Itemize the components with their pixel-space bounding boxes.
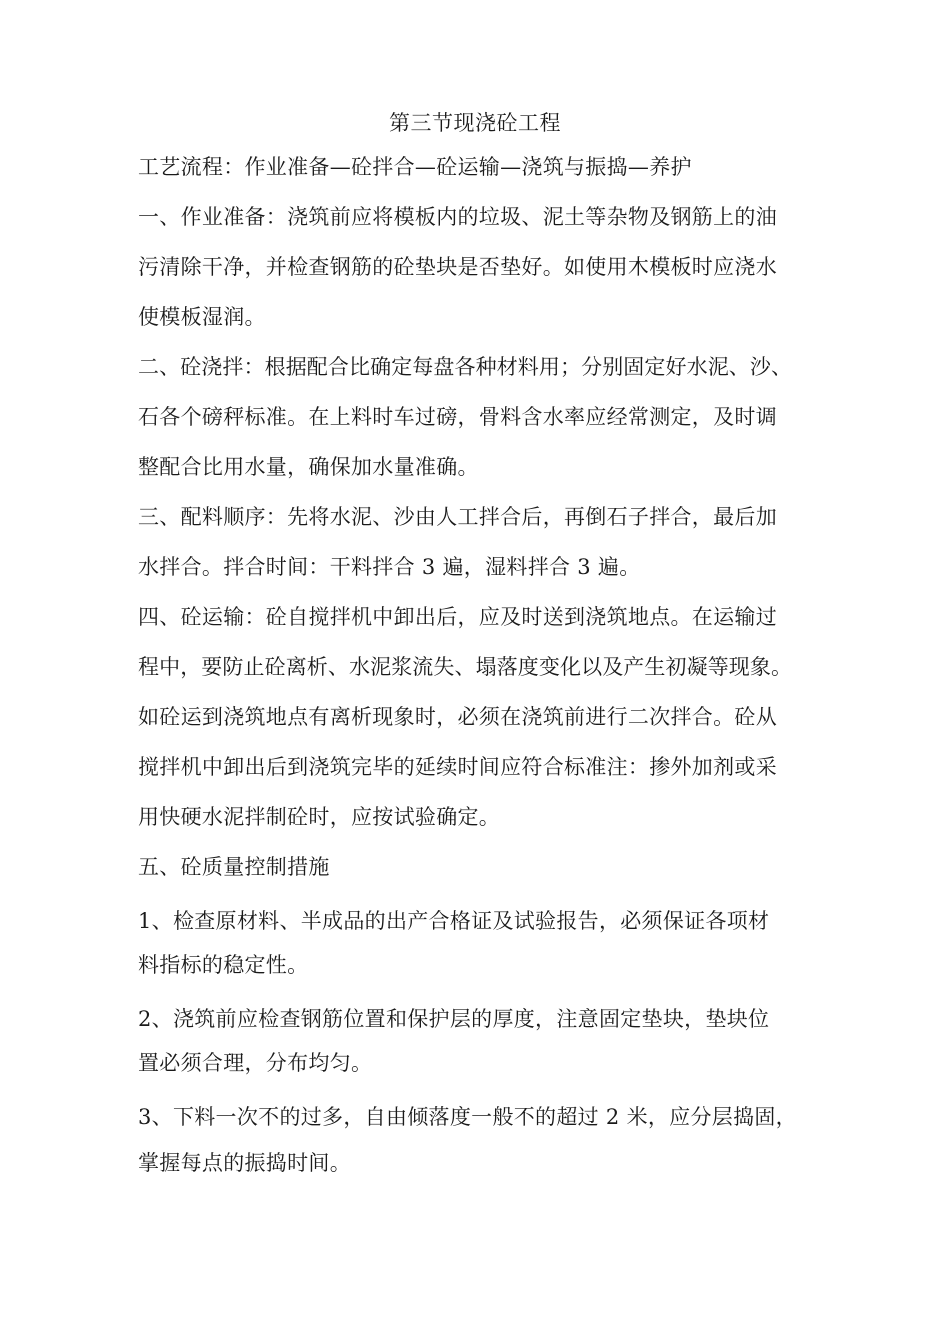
- text-line-quality-3a: 3、下料一次不的过多，自由倾落度一般不的超过 2 米，应分层捣固，: [138, 1105, 797, 1129]
- text-line-quality-2b: 置必须合理，分布均匀。: [138, 1051, 373, 1075]
- text-line-quality-heading: 五、砼质量控制措施: [138, 855, 330, 879]
- text-line-prep-2: 污清除干净，并检查钢筋的砼垫块是否垫好。如使用木模板时应浇水: [138, 255, 777, 279]
- text-line-transport-1: 四、砼运输：砼自搅拌机中卸出后，应及时送到浇筑地点。在运输过: [138, 605, 777, 629]
- text-line-prep-1: 一、作业准备：浇筑前应将模板内的垃圾、泥土等杂物及钢筋上的油: [138, 205, 777, 229]
- section-title: 第三节现浇砼工程: [389, 111, 561, 135]
- text-line-transport-3: 如砼运到浇筑地点有离析现象时，必须在浇筑前进行二次拌合。砼从: [138, 705, 777, 729]
- text-line-quality-1b: 料指标的稳定性。: [138, 953, 309, 977]
- text-line-mix-1: 二、砼浇拌：根据配合比确定每盘各种材料用；分别固定好水泥、沙、: [138, 355, 793, 379]
- text-line-order-1: 三、配料顺序：先将水泥、沙由人工拌合后，再倒石子拌合，最后加: [138, 505, 777, 529]
- text-line-prep-3: 使模板湿润。: [138, 305, 266, 329]
- text-line-quality-1a: 1、检查原材料、半成品的出产合格证及试验报告，必须保证各项材: [138, 909, 770, 933]
- text-line-order-2: 水拌合。拌合时间：干料拌合 3 遍，湿料拌合 3 遍。: [138, 555, 641, 579]
- text-line-transport-4: 搅拌机中卸出后到浇筑完毕的延续时间应符合标准注：掺外加剂或采: [138, 755, 777, 779]
- text-line-mix-3: 整配合比用水量，确保加水量准确。: [138, 455, 479, 479]
- text-line-mix-2: 石各个磅秤标准。在上料时车过磅，骨料含水率应经常测定，及时调: [138, 405, 777, 429]
- text-line-quality-3b: 掌握每点的振捣时间。: [138, 1151, 351, 1175]
- text-line-transport-5: 用快硬水泥拌制砼时，应按试验确定。: [138, 805, 501, 829]
- text-line-quality-2a: 2、浇筑前应检查钢筋位置和保护层的厚度，注意固定垫块，垫块位: [138, 1007, 770, 1031]
- text-line-process: 工艺流程：作业准备—砼拌合—砼运输—浇筑与振捣—养护: [138, 155, 692, 179]
- text-line-transport-2: 程中，要防止砼离析、水泥浆流失、塌落度变化以及产生初凝等现象。: [138, 655, 793, 679]
